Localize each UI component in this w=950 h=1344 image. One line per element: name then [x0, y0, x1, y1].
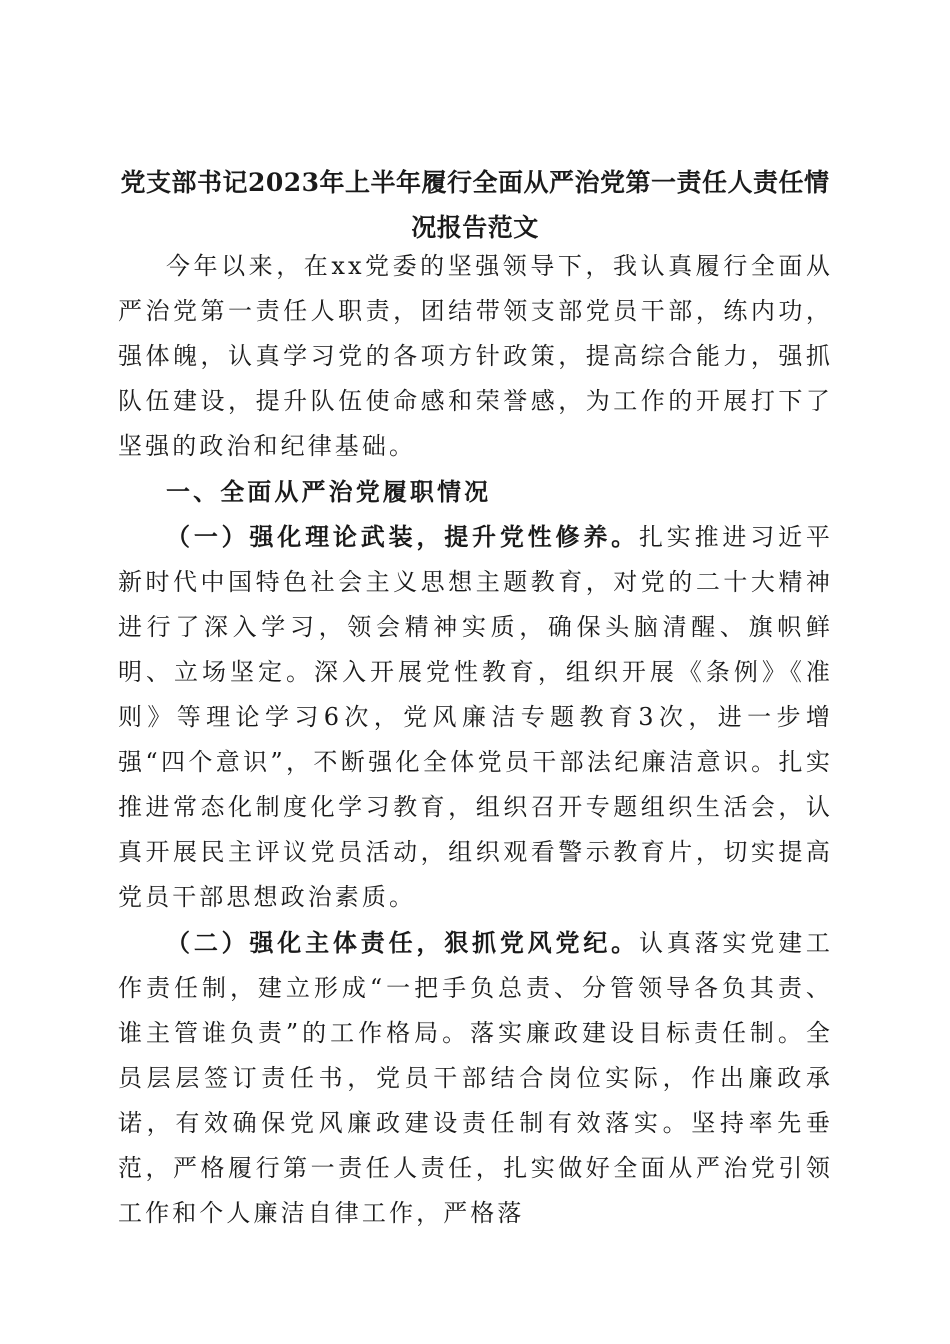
subsection-2-paragraph	[118, 920, 833, 1236]
section-heading: 一、全面从严治党履职情况	[166, 477, 492, 506]
subsection-2-body: 认真落实党建工作责任制，建立形成“一把手负总责、分管领导各负其责、谁主管谁负责”的工作格局。落实廉政建设目标责任制。全员层层签订责任书，党员干部结合岗位实际，作出廉政承诺，有效确保党风廉政建设责任制有效落实。坚持率先垂范，严格履行第一责任人责任，扎实做好全面从严治党引领工作和个人廉洁自律工作，严格落	[118, 929, 833, 1227]
subsection-1-paragraph	[118, 514, 833, 920]
subsection-1-lead: （一）强化理论武装，提升党性修养。	[166, 522, 639, 551]
subsection-1-body: 扎实推进习近平新时代中国特色社会主义思想主题教育，对党的二十大精神进行了深入学习，领会精神实质，确保头脑清醒、旗帜鲜明、立场坚定。深入开展党性教育，组织开展《条例》《准则》等理论学习6次，党风廉洁专题教育3次，进一步增强“四个意识”，不断强化全体党员干部法纪廉洁意识。扎实推进常态化制度化学习教育，组织召开专题组织生活会，认真开展民主评议党员活动，组织观看警示教育片，切实提高党员干部思想政治素质。	[118, 523, 833, 911]
document-title: 党支部书记2023年上半年履行全面从严治党第一责任人责任情况报告范文	[120, 168, 830, 242]
subsection-2-lead: （二）强化主体责任，狠抓党风党纪。	[166, 928, 639, 957]
intro-paragraph: 今年以来，在xx党委的坚强领导下，我认真履行全面从严治党第一责任人职责，团结带领支部党员干部，练内功，强体魄，认真学习党的各项方针政策，提高综合能力，强抓队伍建设，提升队伍使命感和荣誉感，为工作的开展打下了坚强的政治和纪律基础。	[118, 252, 833, 460]
document-body	[118, 244, 833, 1236]
